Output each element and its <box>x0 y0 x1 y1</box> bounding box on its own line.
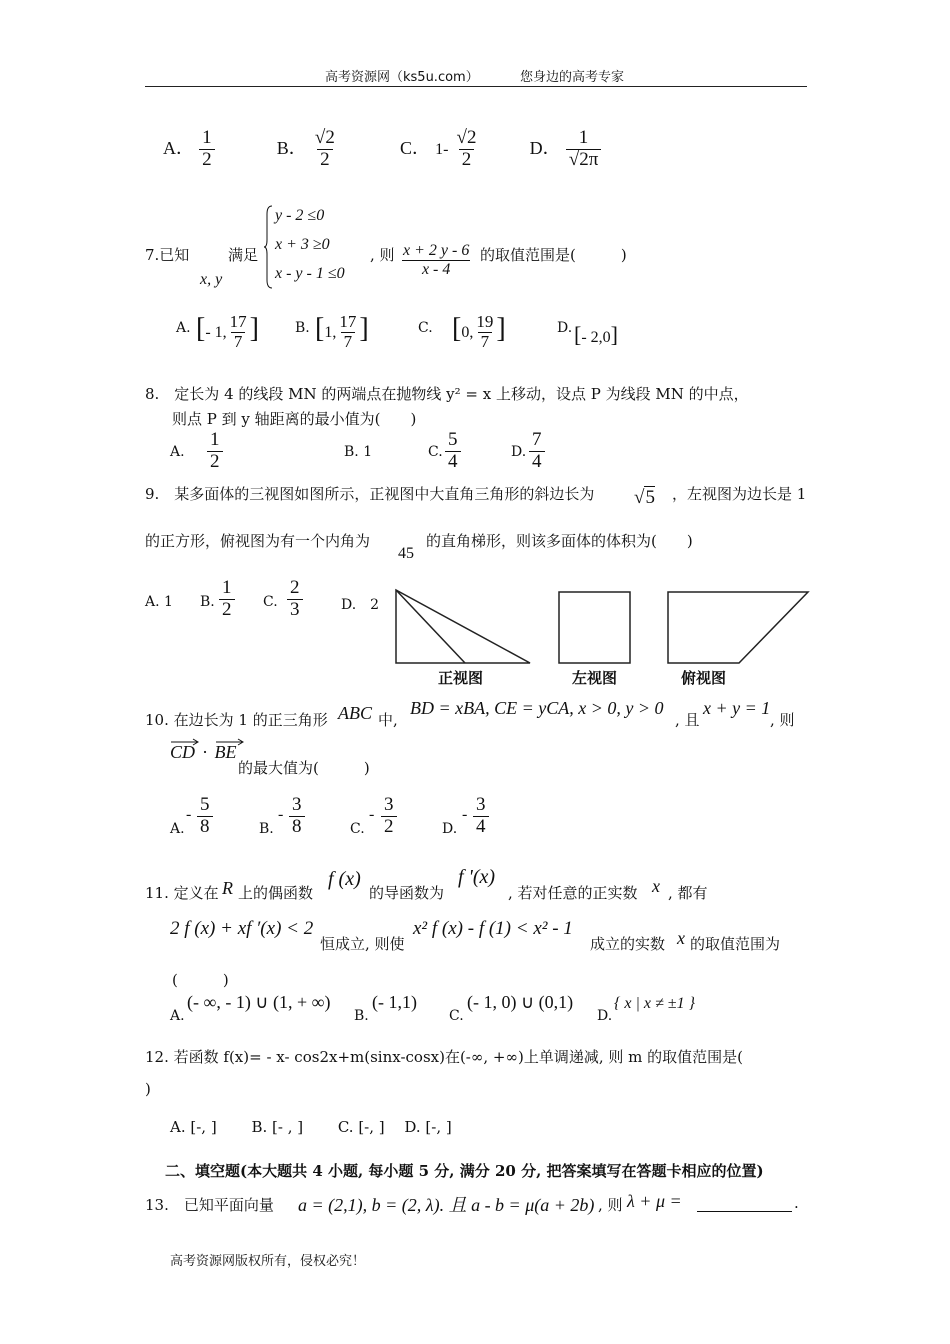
q7-opt-b: [1, $\frac{17}{7}$ ] <box>315 312 369 351</box>
q7-then: , 则 <box>370 246 395 264</box>
q10-then: , 则 <box>770 711 795 729</box>
q9-a: A. 1 <box>145 594 173 610</box>
q9-b-label: B. <box>200 594 215 610</box>
q8-b: B. 1 <box>344 444 373 460</box>
q13-answer-blank[interactable] <box>697 1192 792 1212</box>
q10-c-frac: $\frac{3}{2}$ <box>381 795 397 838</box>
q11-c-label: C. <box>449 1008 464 1024</box>
q10-cond: BD = xBA, CE = yCA, x > 0, y > 0 <box>410 698 664 718</box>
vector-arrow-icon <box>170 738 200 746</box>
q7-stem: 7.已知 <box>145 246 190 264</box>
q8-c-frac: $\frac{5}{4}$ <box>445 430 461 473</box>
q11-a-label: A. <box>170 1008 185 1024</box>
q9-sqrt5: √5 <box>634 487 655 508</box>
q8-d-frac: $\frac{7}{4}$ <box>529 430 545 473</box>
q6-c-pre: 1- <box>435 140 449 158</box>
q7-satisfy: 满足 <box>228 246 259 264</box>
footer-copyright: 高考资源网版权所有，侵权必究！ <box>170 1254 366 1269</box>
q10-a-minus: - <box>186 806 192 823</box>
q7-opt-a: [- 1, $\frac{17}{7}$ ] <box>196 312 259 351</box>
q13-ask: λ + μ = <box>627 1191 682 1211</box>
q9-b-frac: $\frac{1}{2}$ <box>219 578 235 621</box>
q10-stem: 10. 在边长为 1 的正三角形 <box>145 711 328 729</box>
q10-ask: 的最大值为( ) <box>238 759 370 777</box>
q7-fraction <box>400 242 472 278</box>
q11-l2e: 的取值范围为 <box>690 935 781 953</box>
q10-c-minus: - <box>369 806 375 823</box>
q13-tail: , 则 <box>598 1196 623 1214</box>
q11-fx: f (x) <box>328 868 361 890</box>
q7-constraint-1: y - 2 ≤0 <box>275 207 325 224</box>
q9-d: D. 2 <box>341 597 380 613</box>
q7-constraint-3: x - y - 1 ≤0 <box>275 265 345 282</box>
q10-b-minus: - <box>278 806 284 823</box>
q8-c-label: C. <box>428 444 443 460</box>
q6-a-frac: $\frac{1}{2}$ <box>199 128 215 171</box>
q10-mid: 中, <box>378 711 398 729</box>
q7-a-label: A. <box>176 320 191 336</box>
q10-a-frac: $\frac{5}{8}$ <box>197 795 213 838</box>
q6-c-frac: $\frac{√2}{2}$ <box>456 127 477 170</box>
q11-ineq-1: 2 f (x) + xf ′(x) < 2 <box>170 918 314 939</box>
q7-opt-c: [0, $\frac{19}{7}$ ] <box>452 312 506 351</box>
q10-d-frac: $\frac{3}{4}$ <box>473 795 489 838</box>
q7-d-label: D. <box>557 320 573 336</box>
q7-brace-icon <box>264 204 274 290</box>
q10-c-label: C. <box>350 821 365 837</box>
q10-vec-cd: CD <box>170 742 196 762</box>
header-rule <box>145 86 807 87</box>
q6-options <box>163 128 601 171</box>
q11-paren: ( ) <box>172 971 229 989</box>
q7-b-label: B. <box>295 320 310 336</box>
q9-c-label: C. <box>263 594 278 610</box>
header-site: 高考资源网（ks5u.com） <box>325 70 479 85</box>
left-view <box>559 592 630 663</box>
q11-b: (- 1,1) <box>372 992 417 1012</box>
q7-den: x - 4 <box>402 260 470 279</box>
q8-a-frac: $\frac{1}{2}$ <box>207 430 223 473</box>
q11-l2d: 成立的实数 <box>590 935 666 953</box>
q8-line-2: 则点 P 到 y 轴距离的最小值为( ) <box>172 410 417 428</box>
q10-d-label: D. <box>442 821 458 837</box>
q10-dot: · <box>202 742 208 762</box>
q8-a-label: A. <box>170 444 185 460</box>
q6-a-label: A． <box>163 137 194 158</box>
q12-line-2: ) <box>145 1080 151 1098</box>
q7-xy: x, y <box>200 271 223 288</box>
q11-l1c: 的导函数为 <box>369 884 445 902</box>
q11-l1a: 11. 定义在 <box>145 884 219 902</box>
vector-arrow-icon <box>215 738 245 746</box>
top-view <box>668 592 808 663</box>
q9-line-2a: 的正方形，俯视图为有一个内角为 <box>145 532 371 550</box>
q12-options: A. [-, ] B. [- , ] C. [-, ] D. [-, ] <box>170 1118 452 1136</box>
q11-a: (- ∞, - 1) ∪ (1, + ∞) <box>187 992 331 1012</box>
q7-opt-d: [- 2,0] <box>574 322 618 347</box>
q9-left-label: 左视图 <box>572 669 618 687</box>
q9-angle: 45 <box>398 545 414 562</box>
q10-d-minus: - <box>462 806 468 823</box>
q11-x1: x <box>652 876 660 896</box>
q11-c: (- 1, 0) ∪ (0,1) <box>467 992 574 1012</box>
q12-line-1: 12. 若函数 f(x)= - x- cos2x+m(sinx-cosx)在(-∞, +∞)上单调递减, 则 m 的取值范围是( <box>145 1048 743 1066</box>
q6-c-label: C． <box>400 137 431 158</box>
q7-ask: 的取值范围是( ) <box>480 246 627 264</box>
q10-and: , 且 <box>675 711 700 729</box>
q9-line-2b: 的直角梯形，则该多面体的体积为( ) <box>426 532 693 550</box>
q10-vectors <box>170 742 237 763</box>
q11-l1b: 上的偶函数 <box>238 884 314 902</box>
q7-c-label: C. <box>418 320 433 336</box>
q13-expr: a = (2,1), b = (2, λ). 且 a - b = μ(a + 2b) <box>298 1195 595 1215</box>
q11-R: R <box>222 878 233 898</box>
header-slogan: 您身边的高考专家 <box>520 70 625 85</box>
q11-l1e: , 都有 <box>668 884 708 902</box>
q6-d-frac: $\frac{1}{√2\pi}$ <box>566 128 602 171</box>
q11-ineq-2: x² f (x) - f (1) < x² - 1 <box>413 918 573 939</box>
q9-front-label: 正视图 <box>438 669 484 687</box>
q10-a-label: A. <box>170 821 185 837</box>
q11-d-label: D. <box>597 1008 613 1024</box>
q10-b-frac: $\frac{3}{8}$ <box>289 795 305 838</box>
q11-l1d: , 若对任意的正实数 <box>508 884 638 902</box>
q13-end: . <box>794 1194 799 1212</box>
q7-num: x + 2 y - 6 <box>403 242 470 259</box>
q10-b-label: B. <box>259 821 274 837</box>
q9-line-1b: ，左视图为边长是 1 <box>672 485 807 503</box>
section-2-title: 二、填空题(本大题共 4 小题, 每小题 5 分, 满分 20 分, 把答案填写在答题卡相应的位置) <box>165 1162 764 1180</box>
q11-b-label: B. <box>354 1008 369 1024</box>
q8-line-1: 8. 定长为 4 的线段 MN 的两端点在抛物线 y² = x 上移动，设点 P 为线段 MN 的中点， <box>145 385 749 403</box>
q10-vec-be: BE <box>214 742 237 762</box>
q6-d-label: D． <box>529 137 561 158</box>
q9-top-label: 俯视图 <box>681 669 727 687</box>
q11-d: { x | x ≠ ±1 } <box>614 995 695 1012</box>
q7-constraint-2: x + 3 ≥0 <box>275 236 330 253</box>
q6-b-label: B． <box>276 137 307 158</box>
q13-stem: 13. 已知平面向量 <box>145 1196 274 1214</box>
q6-b-frac: $\frac{√2}{2}$ <box>314 127 335 170</box>
q11-fpx: f '(x) <box>458 866 496 888</box>
front-view <box>396 590 530 663</box>
q8-d-label: D. <box>511 444 527 460</box>
q10-sum: x + y = 1 <box>703 698 771 718</box>
q11-x2: x <box>677 928 685 948</box>
q9-c-frac: $\frac{2}{3}$ <box>287 578 303 621</box>
q11-l2b: 恒成立, 则使 <box>320 935 405 953</box>
q10-abc: ABC <box>338 703 372 723</box>
q9-line-1a: 9. 某多面体的三视图如图所示，正视图中大直角三角形的斜边长为 <box>145 485 595 503</box>
